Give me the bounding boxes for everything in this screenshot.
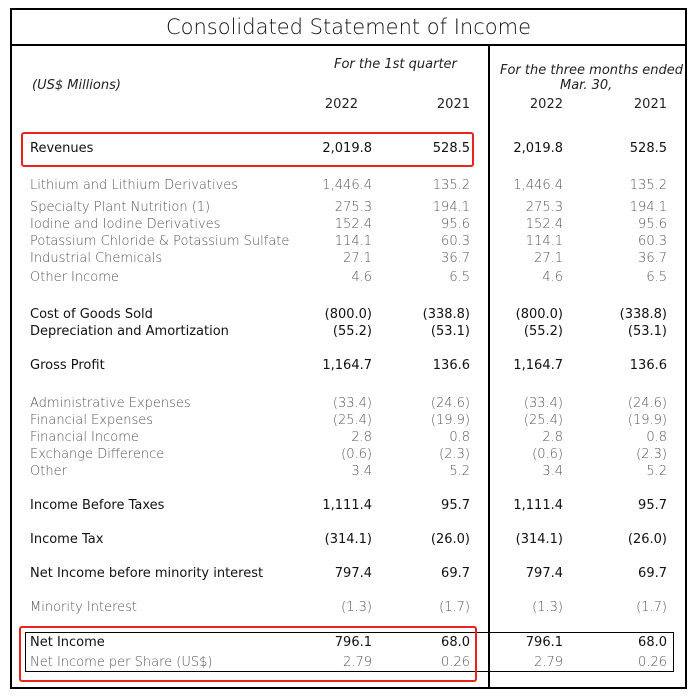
row-value: (25.4) (332, 413, 372, 428)
table-row (0, 412, 700, 430)
row-value: 114.1 (334, 234, 372, 249)
group2-header-line1: For the three months ended (500, 63, 684, 78)
row-value: (26.0) (430, 532, 470, 547)
row-value: 6.5 (646, 270, 667, 285)
row-value: (314.1) (515, 532, 563, 547)
row-value: 69.7 (638, 566, 667, 581)
row-value: 194.1 (432, 200, 470, 215)
row-value: 797.4 (525, 566, 563, 581)
row-label: Gross Profit (30, 358, 105, 373)
row-value: 1,111.4 (513, 498, 563, 513)
table-row (0, 306, 700, 324)
row-value: 796.1 (334, 635, 372, 650)
table-row (0, 599, 700, 617)
row-value: 1,446.4 (513, 178, 563, 193)
row-value: 27.1 (343, 251, 372, 266)
row-value: 5.2 (646, 464, 667, 479)
group1-header: For the 1st quarter (334, 57, 457, 72)
row-label: Financial Expenses (30, 413, 153, 428)
row-value: (19.9) (430, 413, 470, 428)
row-value: (314.1) (324, 532, 372, 547)
row-label: Net Income (30, 635, 105, 650)
row-value: 136.6 (629, 358, 667, 373)
row-value: (33.4) (332, 396, 372, 411)
row-value: 528.5 (629, 141, 667, 156)
row-value: 136.6 (432, 358, 470, 373)
row-value: 5.2 (449, 464, 470, 479)
year-header-3m-2022: 2022 (529, 97, 563, 112)
row-value: 796.1 (525, 635, 563, 650)
row-value: 152.4 (334, 217, 372, 232)
row-value: 0.26 (441, 655, 470, 670)
row-value: (800.0) (515, 307, 563, 322)
table-row (0, 323, 700, 341)
row-label: Revenues (30, 141, 94, 156)
row-value: 135.2 (629, 178, 667, 193)
row-value: 1,164.7 (513, 358, 563, 373)
row-value: 275.3 (334, 200, 372, 215)
row-value: (1.3) (341, 600, 372, 615)
row-label: Financial Income (30, 430, 139, 445)
group2-header-line2: Mar. 30, (560, 78, 613, 93)
row-value: 4.6 (351, 270, 372, 285)
row-value: 2.8 (542, 430, 563, 445)
row-value: (1.7) (636, 600, 667, 615)
table-row (0, 357, 700, 375)
row-label: Other (30, 464, 67, 479)
row-value: 797.4 (334, 566, 372, 581)
year-header-q1-2021: 2021 (436, 97, 470, 112)
row-label: Income Before Taxes (30, 498, 165, 513)
row-label: Net Income before minority interest (30, 566, 264, 581)
row-value: 2,019.8 (513, 141, 563, 156)
row-value: 2.79 (534, 655, 563, 670)
year-header-3m-2021: 2021 (633, 97, 667, 112)
row-value: 135.2 (432, 178, 470, 193)
table-row (0, 250, 700, 268)
table-row (0, 497, 700, 515)
row-value: 528.5 (432, 141, 470, 156)
row-value: 1,164.7 (322, 358, 372, 373)
row-value: 2.79 (343, 655, 372, 670)
row-value: (53.1) (430, 324, 470, 339)
row-value: (24.6) (627, 396, 667, 411)
row-value: 275.3 (525, 200, 563, 215)
row-label: Specialty Plant Nutrition (1) (30, 200, 211, 215)
net-income-highlight (19, 626, 477, 682)
year-header-q1-2022: 2022 (324, 97, 358, 112)
table-row (0, 463, 700, 481)
row-value: (2.3) (636, 447, 667, 462)
row-value: 114.1 (525, 234, 563, 249)
row-value: 36.7 (441, 251, 470, 266)
row-label: Minority Interest (30, 600, 137, 615)
row-value: 152.4 (525, 217, 563, 232)
table-row (0, 395, 700, 413)
row-value: 0.8 (646, 430, 667, 445)
row-value: 3.4 (351, 464, 372, 479)
units-label: (US$ Millions) (32, 78, 121, 93)
row-value: 95.6 (441, 217, 470, 232)
table-row (0, 233, 700, 251)
row-value: (1.7) (439, 600, 470, 615)
row-value: 60.3 (441, 234, 470, 249)
row-value: 68.0 (441, 635, 470, 650)
row-value: (0.6) (532, 447, 563, 462)
row-value: 194.1 (629, 200, 667, 215)
row-value: (19.9) (627, 413, 667, 428)
row-value: 6.5 (449, 270, 470, 285)
row-value: (25.4) (523, 413, 563, 428)
table-row (0, 269, 700, 287)
row-value: (338.8) (619, 307, 667, 322)
row-label: Depreciation and Amortization (30, 324, 229, 339)
row-value: (24.6) (430, 396, 470, 411)
row-value: (55.2) (332, 324, 372, 339)
statement-title: Consolidated Statement of Income (10, 8, 687, 46)
row-value: (2.3) (439, 447, 470, 462)
row-label: Iodine and Iodine Derivatives (30, 217, 221, 232)
row-value: 0.8 (449, 430, 470, 445)
row-value: (0.6) (341, 447, 372, 462)
row-value: 95.7 (638, 498, 667, 513)
row-value: 0.26 (638, 655, 667, 670)
row-value: 2,019.8 (322, 141, 372, 156)
row-value: 27.1 (534, 251, 563, 266)
table-row (0, 446, 700, 464)
row-label: Exchange Difference (30, 447, 165, 462)
row-label: Potassium Chloride & Potassium Sulfate (30, 234, 290, 249)
row-value: 60.3 (638, 234, 667, 249)
row-label: Administrative Expenses (30, 396, 191, 411)
row-value: 36.7 (638, 251, 667, 266)
revenues-highlight (21, 132, 474, 167)
row-value: 4.6 (542, 270, 563, 285)
row-value: 95.7 (441, 498, 470, 513)
table-row (0, 429, 700, 447)
row-label: Cost of Goods Sold (30, 307, 153, 322)
row-label: Net Income per Share (US$) (30, 655, 213, 670)
row-value: 1,446.4 (322, 178, 372, 193)
row-value: (53.1) (627, 324, 667, 339)
table-row (0, 565, 700, 583)
row-value: (800.0) (324, 307, 372, 322)
row-value: (26.0) (627, 532, 667, 547)
row-label: Other Income (30, 270, 119, 285)
row-value: 2.8 (351, 430, 372, 445)
table-row (0, 531, 700, 549)
row-value: (1.3) (532, 600, 563, 615)
table-row (0, 177, 700, 195)
row-value: 95.6 (638, 217, 667, 232)
row-value: (33.4) (523, 396, 563, 411)
row-value: 69.7 (441, 566, 470, 581)
row-label: Lithium and Lithium Derivatives (30, 178, 239, 193)
row-value: 3.4 (542, 464, 563, 479)
row-value: (338.8) (422, 307, 470, 322)
row-label: Income Tax (30, 532, 104, 547)
table-row (0, 199, 700, 217)
row-value: 1,111.4 (322, 498, 372, 513)
table-row (0, 216, 700, 234)
row-value: 68.0 (638, 635, 667, 650)
row-label: Industrial Chemicals (30, 251, 163, 266)
row-value: (55.2) (523, 324, 563, 339)
